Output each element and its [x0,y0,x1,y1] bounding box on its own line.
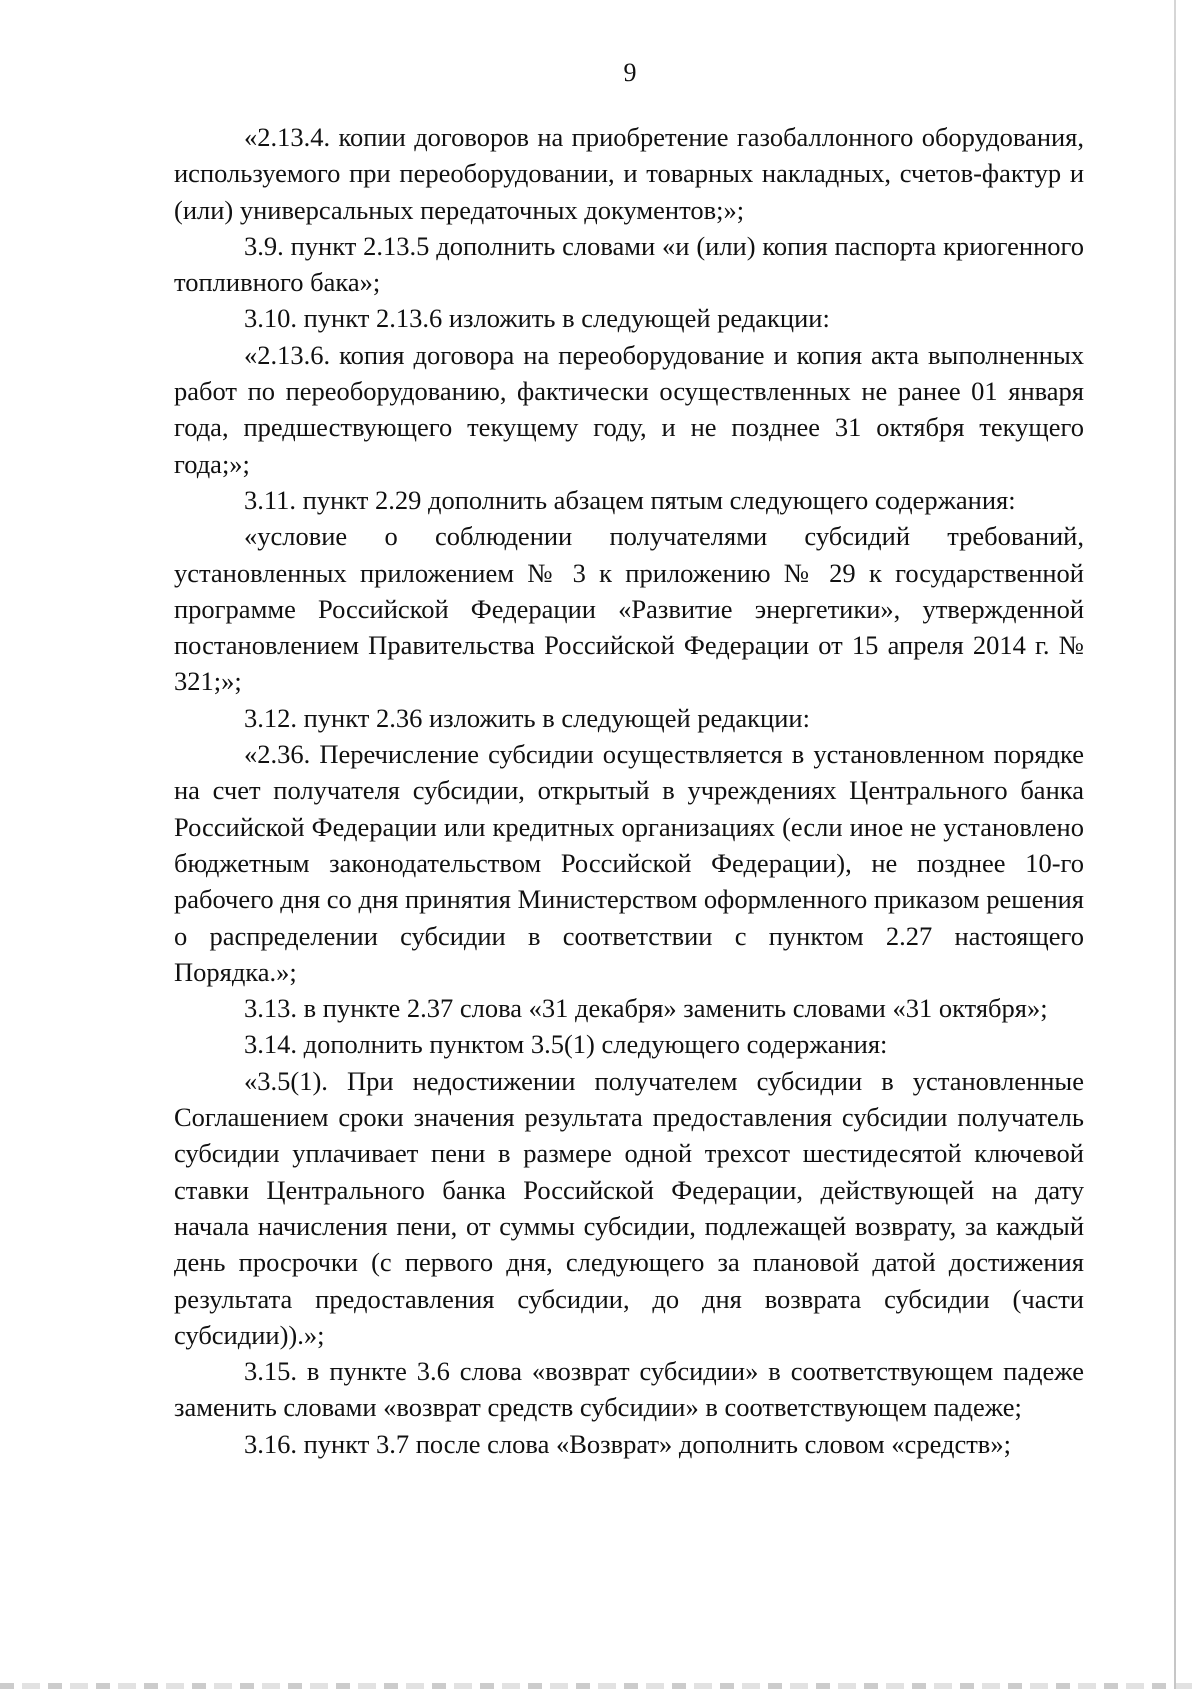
scan-edge-line [1174,0,1176,1689]
paragraph-3-11: 3.11. пункт 2.29 дополнить абзацем пятым следующего содержания: [244,484,1016,515]
document-body [174,119,1084,1462]
page-number: 9 [623,58,637,87]
paragraph-3-14: 3.14. дополнить пунктом 3.5(1) следующего содержания: [244,1029,888,1060]
scan-bottom-edge [0,1683,1200,1689]
paragraph-3-12: 3.12. пункт 2.36 изложить в следующей редакции: [244,702,810,733]
paragraph-3-13: 3.13. в пункте 2.37 слова «31 декабря» заменить словами «31 октября»; [244,993,1048,1024]
paragraph-2-13-4: «2.13.4. копии договоров на приобретение газобаллонного оборудования, используемого при переоборудовании, и товарных накладных, счетов-фактур и (или) универсальных передаточных документов;»; [174,122,1084,225]
paragraph-3-9: 3.9. пункт 2.13.5 дополнить словами «и (или) копия паспорта криогенного топливного бака»; [174,230,1084,298]
paragraph-3-16: 3.16. пункт 3.7 после слова «Возврат» дополнить словом «средств»; [244,1428,1011,1459]
paragraph-condition: «условие о соблюдении получателями субсидий требований, установленных приложением № 3 к приложению № 29 к государственной программе Российской Федерации «Развитие энергетики», утвержденной постановлением Правительства Российской Федерации от 15 апреля 2014 г. № 321;»; [174,521,1084,697]
paragraph-3-15: 3.15. в пункте 3.6 слова «возврат субсидии» в соответствующем падеже заменить словами «возврат средств субсидии» в соответствующем падеже; [174,1356,1084,1423]
paragraph-3-5-1: «3.5(1). При недостижении получателем субсидии в установленные Соглашением сроки значения результата предоставления субсидии получатель субсидии уплачивает пени в размере одной трехсот шестидесятой ключевой ставки Центрального банка Российской Федерации, действующей на дату начала начисления пени, от суммы субсидии, подлежащей возврату, за каждый день просрочки (с первого дня, следующего за плановой датой достижения результата предоставления субсидии, до дня возврата субсидии (части субсидии)).»; [174,1065,1084,1350]
paragraph-3-10: 3.10. пункт 2.13.6 изложить в следующей редакции: [244,303,830,334]
paragraph-2-13-6: «2.13.6. копия договора на переоборудование и копия акта выполненных работ по переоборудованию, фактически осуществленных не ранее 01 января года, предшествующего текущему году, и не позднее 31 октября текущего года;»; [174,339,1084,479]
paragraph-2-36: «2.36. Перечисление субсидии осуществляется в установленном порядке на счет получателя субсидии, открытый в учреждениях Центрального банка Российской Федерации или кредитных организациях (если иное не установлено бюджетным законодательством Российской Федерации), не позднее 10-го рабочего дня со дня принятия Министерством оформленного приказом решения о распределении субсидии в соответствии с пунктом 2.27 настоящего Порядка.»; [174,739,1084,987]
